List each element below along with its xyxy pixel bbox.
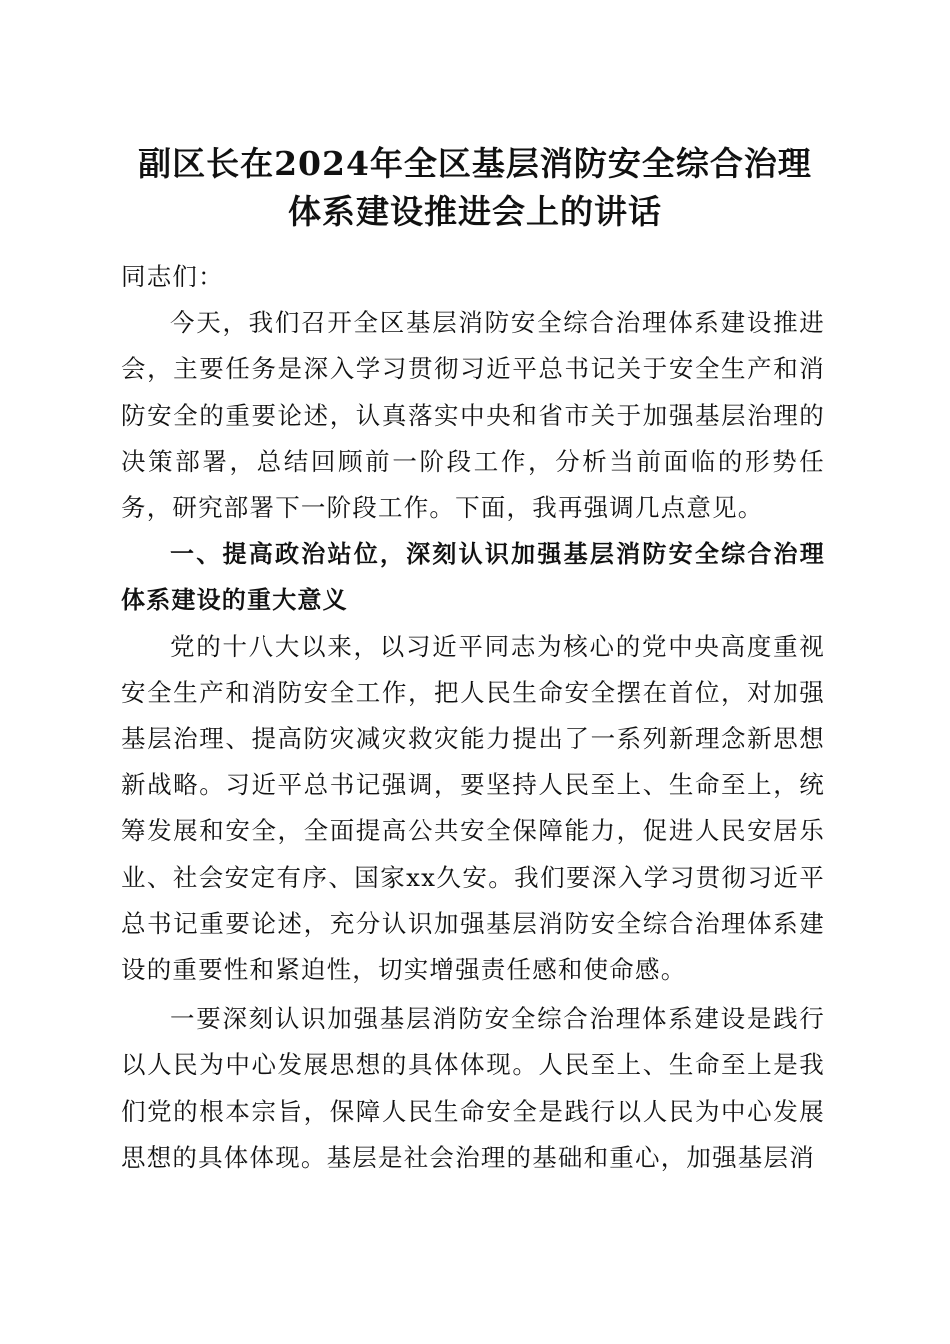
section-heading-1: 一、提高政治站位，深刻认识加强基层消防安全综合治理体系建设的重大意义 <box>121 540 825 615</box>
document-title <box>80 140 870 236</box>
salutation: 同志们： <box>121 262 224 291</box>
paragraph-significance: 党的十八大以来，以习近平同志为核心的党中央高度重视安全生产和消防安全工作，把人民生命安全摆在首位，对加强基层治理、提高防灾减灾救灾能力提出了一系列新理念新思想新战略。习近平总书记强调，要坚持人民至上、生命至上，统筹发展和安全，全面提高公共安全保障能力，促进人民安居乐业、社会安定有序、国家xx久安。我们要深入学习贯彻习近平总书记重要论述，充分认识加强基层消防安全综合治理体系建设的重要性和紧迫性，切实增强责任感和使命感。 <box>121 631 825 985</box>
title-line-1: 副区长在2024年全区基层消防安全综合治理 <box>138 144 812 183</box>
paragraph-point-1: 一要深刻认识加强基层消防安全综合治理体系建设是践行以人民为中心发展思想的具体体现。人民至上、生命至上是我们党的根本宗旨，保障人民生命安全是践行以人民为中心发展思想的具体体现。基层是社会治理的基础和重心，加强基层消 <box>121 1004 825 1172</box>
document-body <box>121 254 825 1181</box>
title-line-2: 体系建设推进会上的讲话 <box>288 192 662 231</box>
paragraph-intro: 今天，我们召开全区基层消防安全综合治理体系建设推进会，主要任务是深入学习贯彻习近平总书记关于安全生产和消防安全的重要论述，认真落实中央和省市关于加强基层治理的决策部署，总结回顾前一阶段工作，分析当前面临的形势任务，研究部署下一阶段工作。下面，我再强调几点意见。 <box>121 308 825 523</box>
